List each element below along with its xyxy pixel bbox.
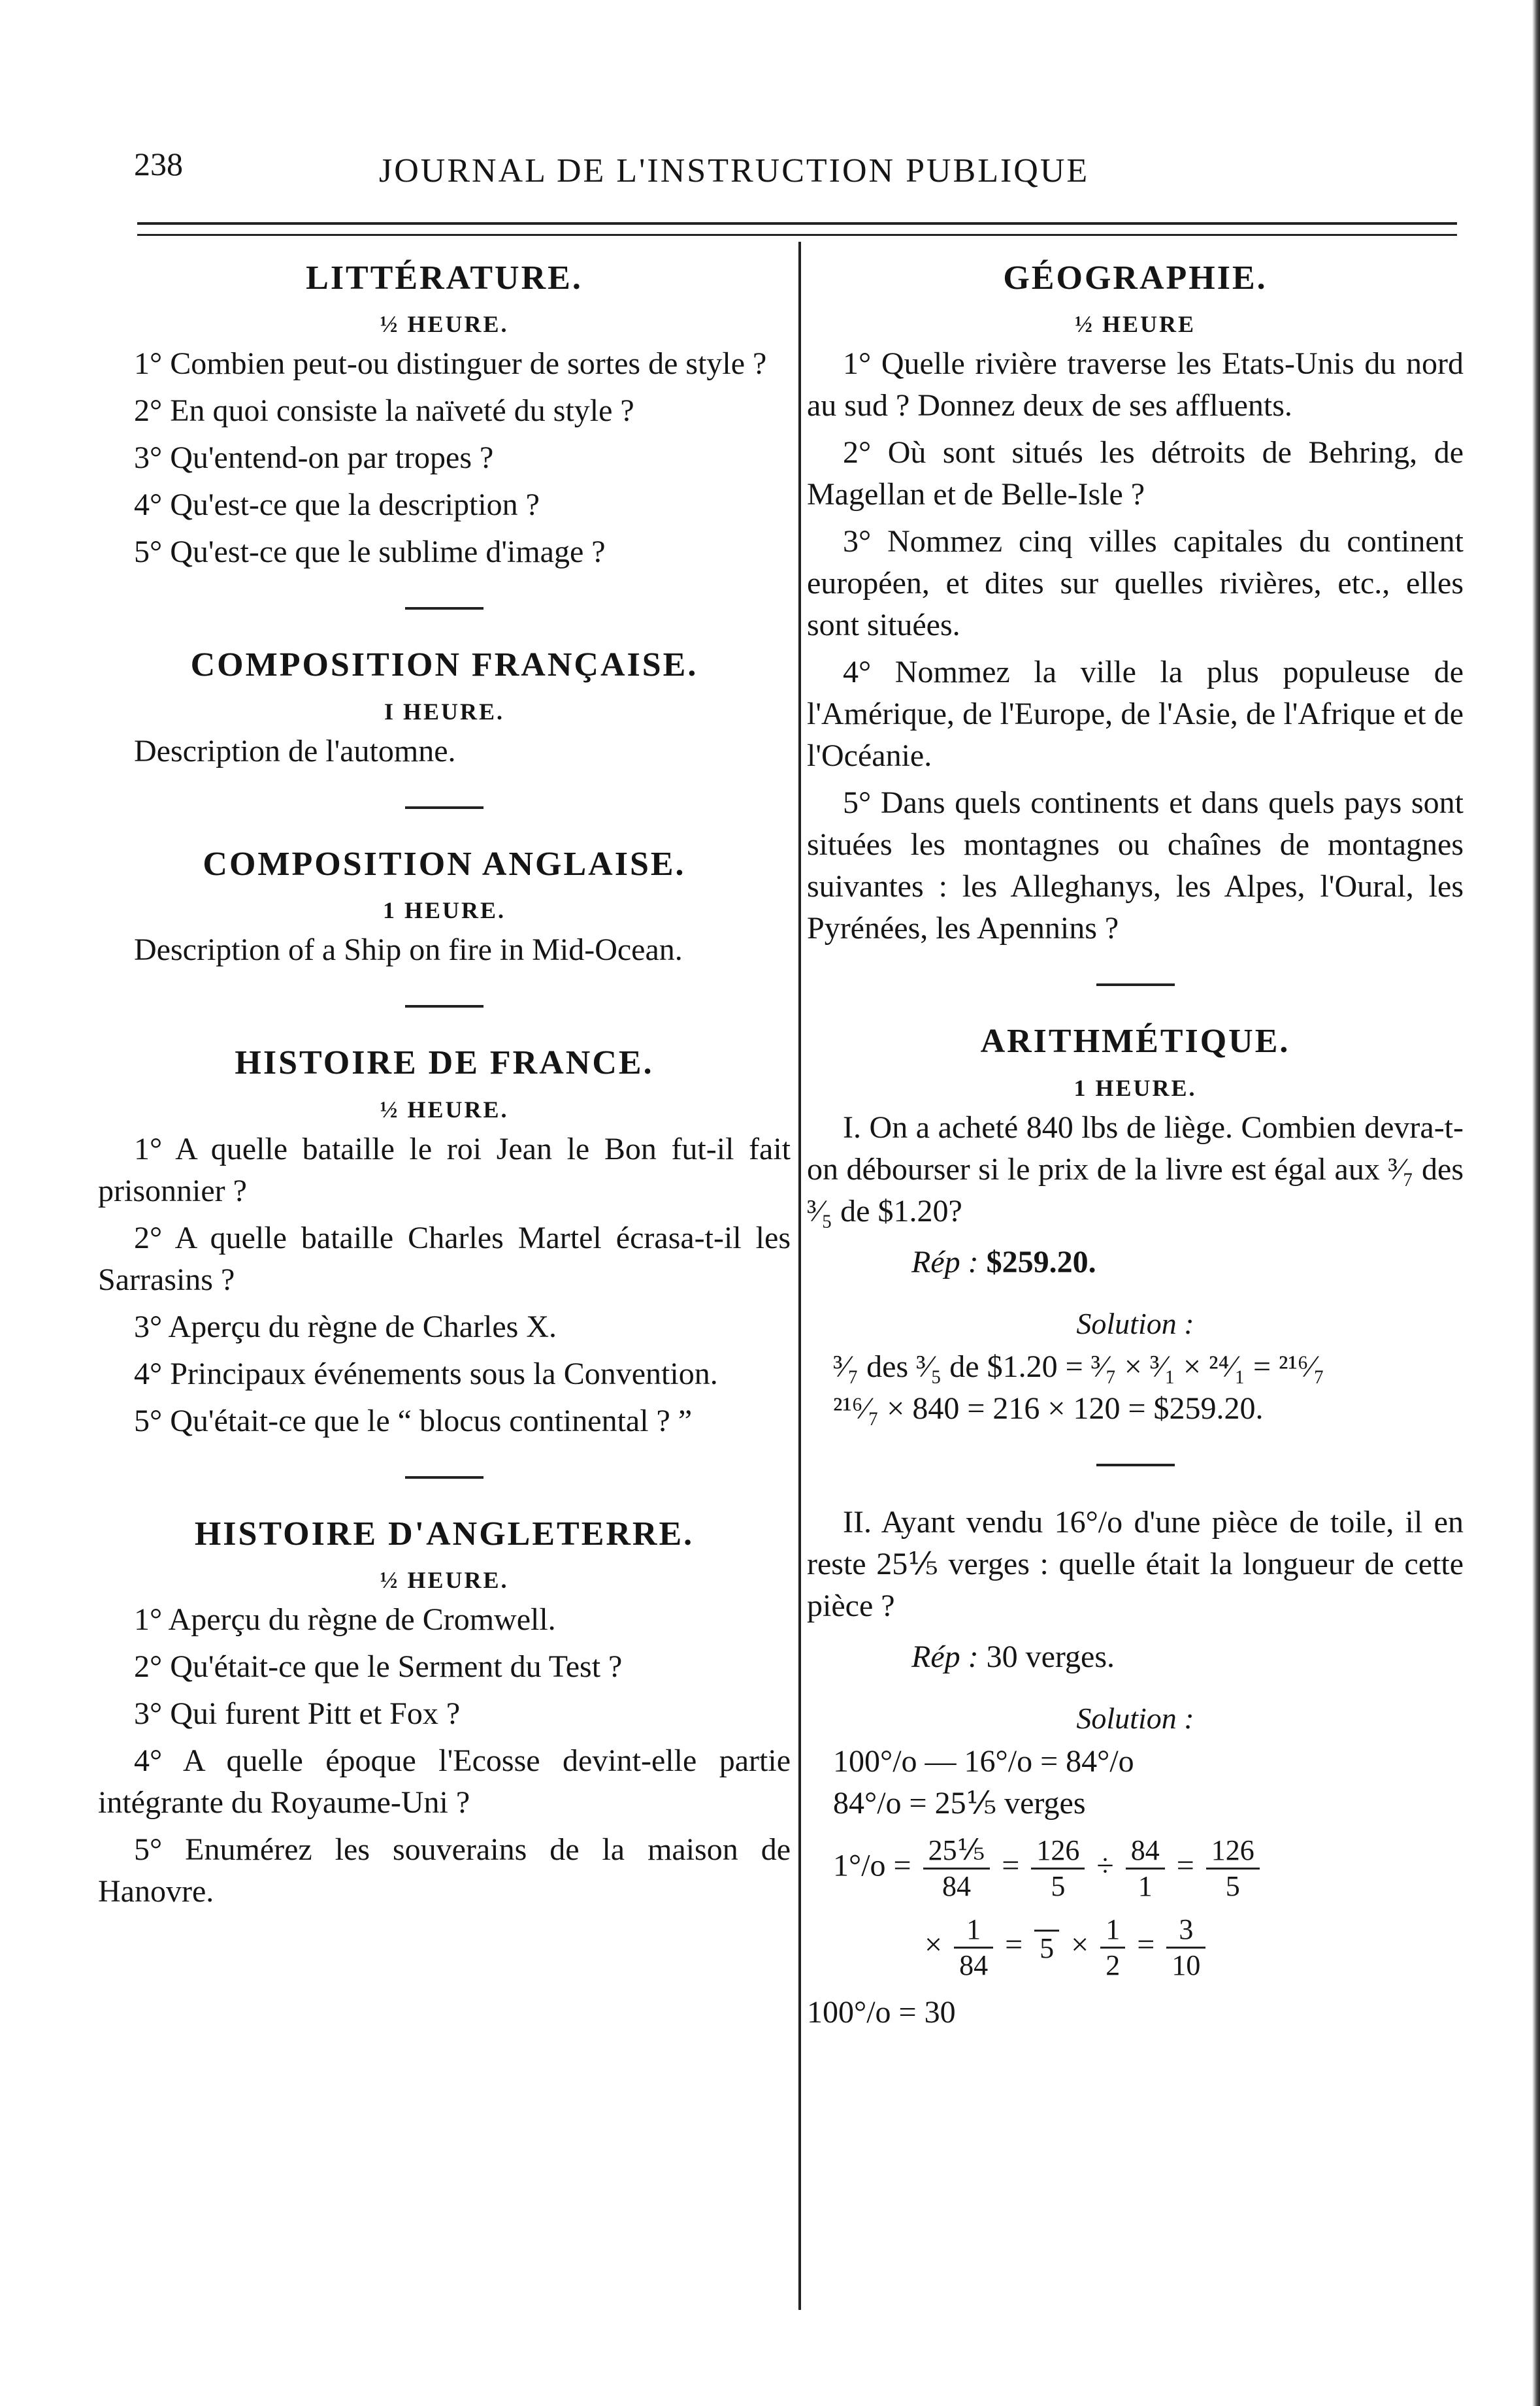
denominator: 5: [1051, 1870, 1066, 1902]
question: 2° A quelle bataille Charles Martel écrasa-t-il les Sarrasins ?: [98, 1220, 791, 1297]
section-histoire-de-france: [98, 1043, 791, 1442]
fraction: [954, 1913, 993, 1983]
right-column: [807, 258, 1464, 2034]
question: 5° Qu'était-ce que le “ blocus continental ? ”: [134, 1403, 693, 1438]
section-separator: [405, 806, 483, 809]
problem-1: [807, 1107, 1464, 1430]
section-histoire-angleterre: [98, 1514, 791, 1913]
question: 1° Quelle rivière traverse les Etats-Unis du nord au sud ? Donnez deux de ses affluents.: [807, 346, 1464, 423]
denominator: 5: [1040, 1932, 1055, 1964]
solution-line: 84°/o = 25⅕ verges: [833, 1785, 1086, 1821]
running-head: JOURNAL DE L'INSTRUCTION PUBLIQUE: [379, 152, 1090, 190]
question: 3° Qui furent Pitt et Fox ?: [134, 1696, 461, 1731]
section-composition-francaise: [98, 645, 791, 772]
question: Description de l'automne.: [134, 733, 456, 768]
section-time: ½ HEURE: [1074, 311, 1196, 338]
numerator: 1: [954, 1913, 993, 1949]
section-separator: [405, 607, 483, 610]
numerator: 126: [1031, 1834, 1085, 1870]
section-title: ARITHMÉTIQUE.: [980, 1023, 1290, 1061]
fraction: [1031, 1834, 1085, 1903]
section-time: ½ HEURE.: [380, 1566, 509, 1593]
equation-lhs: 1°/o =: [833, 1848, 911, 1883]
question: 4° Nommez la ville la plus populeuse de l'Amérique, de l'Europe, de l'Asie, de l'Afrique et de l'Océanie.: [807, 655, 1464, 774]
question: 2° En quoi consiste la naïveté du style ?: [134, 393, 634, 429]
section-title: HISTOIRE D'ANGLETERRE.: [194, 1515, 695, 1553]
section-title: LITTÉRATURE.: [306, 259, 583, 297]
column-divider: [798, 242, 801, 2310]
answer-value: 30 verges.: [986, 1639, 1115, 1674]
question: Description of a Ship on fire in Mid-Ocean.: [134, 932, 683, 968]
denominator: 10: [1171, 1949, 1201, 1981]
section-composition-anglaise: [98, 844, 791, 971]
question: 3° Nommez cinq villes capitales du continent européen, et dites sur quelles rivières, etc., elles sont situées.: [807, 524, 1464, 643]
question: 1° Aperçu du règne de Cromwell.: [134, 1602, 556, 1637]
question: 5° Enumérez les souverains de la maison de Hanovre.: [98, 1832, 791, 1909]
denominator: 5: [1225, 1870, 1240, 1902]
fraction-equation: [833, 1834, 1464, 1903]
section-time: I HEURE.: [384, 698, 505, 725]
fraction-equation: [925, 1913, 1464, 1983]
answer: [911, 1639, 1464, 1675]
numerator: 1: [1100, 1913, 1125, 1949]
numerator: 3: [1166, 1913, 1205, 1949]
section-geographie: [807, 258, 1464, 949]
section-time: 1 HEURE.: [1073, 1074, 1197, 1101]
question: 3° Qu'entend-on par tropes ?: [134, 440, 494, 476]
fraction: [923, 1834, 991, 1903]
page-number: 238: [134, 146, 183, 182]
problem-text: I. On a acheté 840 lbs de liège. Combien devra-t-on débourser si le prix de la livre est égal aux ³⁄₇ des ³⁄₅ de $1.20?: [807, 1110, 1464, 1228]
solution-line: 100°/o — 16°/o = 84°/o: [833, 1743, 1134, 1779]
section-title: GÉOGRAPHIE.: [1003, 259, 1268, 297]
equals-sign: =: [1176, 1848, 1194, 1883]
left-column: [98, 258, 791, 1913]
equals-sign: =: [1002, 1848, 1020, 1883]
section-title: HISTOIRE DE FRANCE.: [235, 1044, 654, 1082]
question: 4° Principaux événements sous la Convention.: [134, 1356, 718, 1391]
denominator: 1: [1138, 1870, 1153, 1902]
numerator: 25⅕: [923, 1834, 991, 1870]
answer-label: Rép :: [911, 1639, 979, 1674]
question: 2° Où sont situés les détroits de Behring, de Magellan et de Belle-Isle ?: [807, 435, 1464, 512]
times-sign: ×: [925, 1927, 943, 1962]
section-separator: [405, 1476, 483, 1479]
answer: [911, 1244, 1464, 1280]
question: 4° Qu'est-ce que la description ?: [134, 487, 540, 523]
equals-sign: =: [1005, 1927, 1023, 1962]
question: 3° Aperçu du règne de Charles X.: [134, 1309, 557, 1344]
question: 5° Dans quels continents et dans quels pays sont situées les montagnes ou chaînes de montagnes suivantes : les Alleghanys, les Alpes, l'Oural, les Pyrénées, les Apennins ?: [807, 785, 1464, 946]
denominator: 84: [959, 1949, 989, 1981]
fraction: [1206, 1834, 1260, 1903]
section-time: ½ HEURE.: [380, 1096, 509, 1123]
fraction: [1034, 1930, 1059, 1966]
solution-line: ²¹⁶⁄₇ × 840 = 216 × 120 = $259.20.: [833, 1391, 1264, 1426]
numerator: 126: [1206, 1834, 1260, 1870]
section-time: ½ HEURE.: [380, 311, 509, 338]
solution-line: ³⁄₇ des ³⁄₅ de $1.20 = ³⁄₇ × ³⁄₁ × ²⁴⁄₁ = ²¹⁶⁄₇: [833, 1349, 1325, 1384]
fraction: [1100, 1913, 1125, 1983]
times-sign: ×: [1071, 1927, 1089, 1962]
question: 1° Combien peut-ou distinguer de sortes de style ?: [134, 346, 767, 382]
section-separator: [405, 1005, 483, 1008]
denominator: 84: [942, 1870, 971, 1902]
divide-sign: ÷: [1096, 1848, 1114, 1883]
answer-value: $259.20.: [986, 1244, 1096, 1279]
question: 1° A quelle bataille le roi Jean le Bon fut-il fait prisonnier ?: [98, 1131, 791, 1208]
fraction: [1126, 1834, 1165, 1903]
question: 4° A quelle époque l'Ecosse devint-elle partie intégrante du Royaume-Uni ?: [98, 1743, 791, 1820]
section-arithmetique: [807, 1021, 1464, 2033]
denominator: 2: [1106, 1949, 1121, 1981]
question: 2° Qu'était-ce que le Serment du Test ?: [134, 1649, 623, 1684]
header-rule-thin: [137, 234, 1457, 236]
problem-text: II. Ayant vendu 16°/o d'une pièce de toile, il en reste 25⅕ verges : quelle était la longueur de cette pièce ?: [807, 1504, 1464, 1623]
solution-final: 100°/o = 30: [807, 1994, 956, 2030]
page-edge-shadow: [1532, 0, 1540, 2406]
equals-sign: =: [1137, 1927, 1155, 1962]
section-litterature: [98, 258, 791, 573]
question: 5° Qu'est-ce que le sublime d'image ?: [134, 535, 606, 570]
fraction: [1166, 1913, 1205, 1983]
section-title: COMPOSITION FRANÇAISE.: [190, 646, 698, 684]
answer-label: Rép :: [911, 1244, 979, 1279]
numerator: 84: [1126, 1834, 1165, 1870]
problem-2: [807, 1502, 1464, 2034]
section-title: COMPOSITION ANGLAISE.: [203, 845, 686, 883]
solution-label: Solution :: [1076, 1306, 1194, 1340]
section-separator: [1096, 1464, 1175, 1466]
solution-label: Solution :: [1076, 1701, 1194, 1735]
section-separator: [1096, 983, 1175, 986]
section-time: 1 HEURE.: [382, 897, 506, 924]
header-rule: [137, 222, 1457, 225]
